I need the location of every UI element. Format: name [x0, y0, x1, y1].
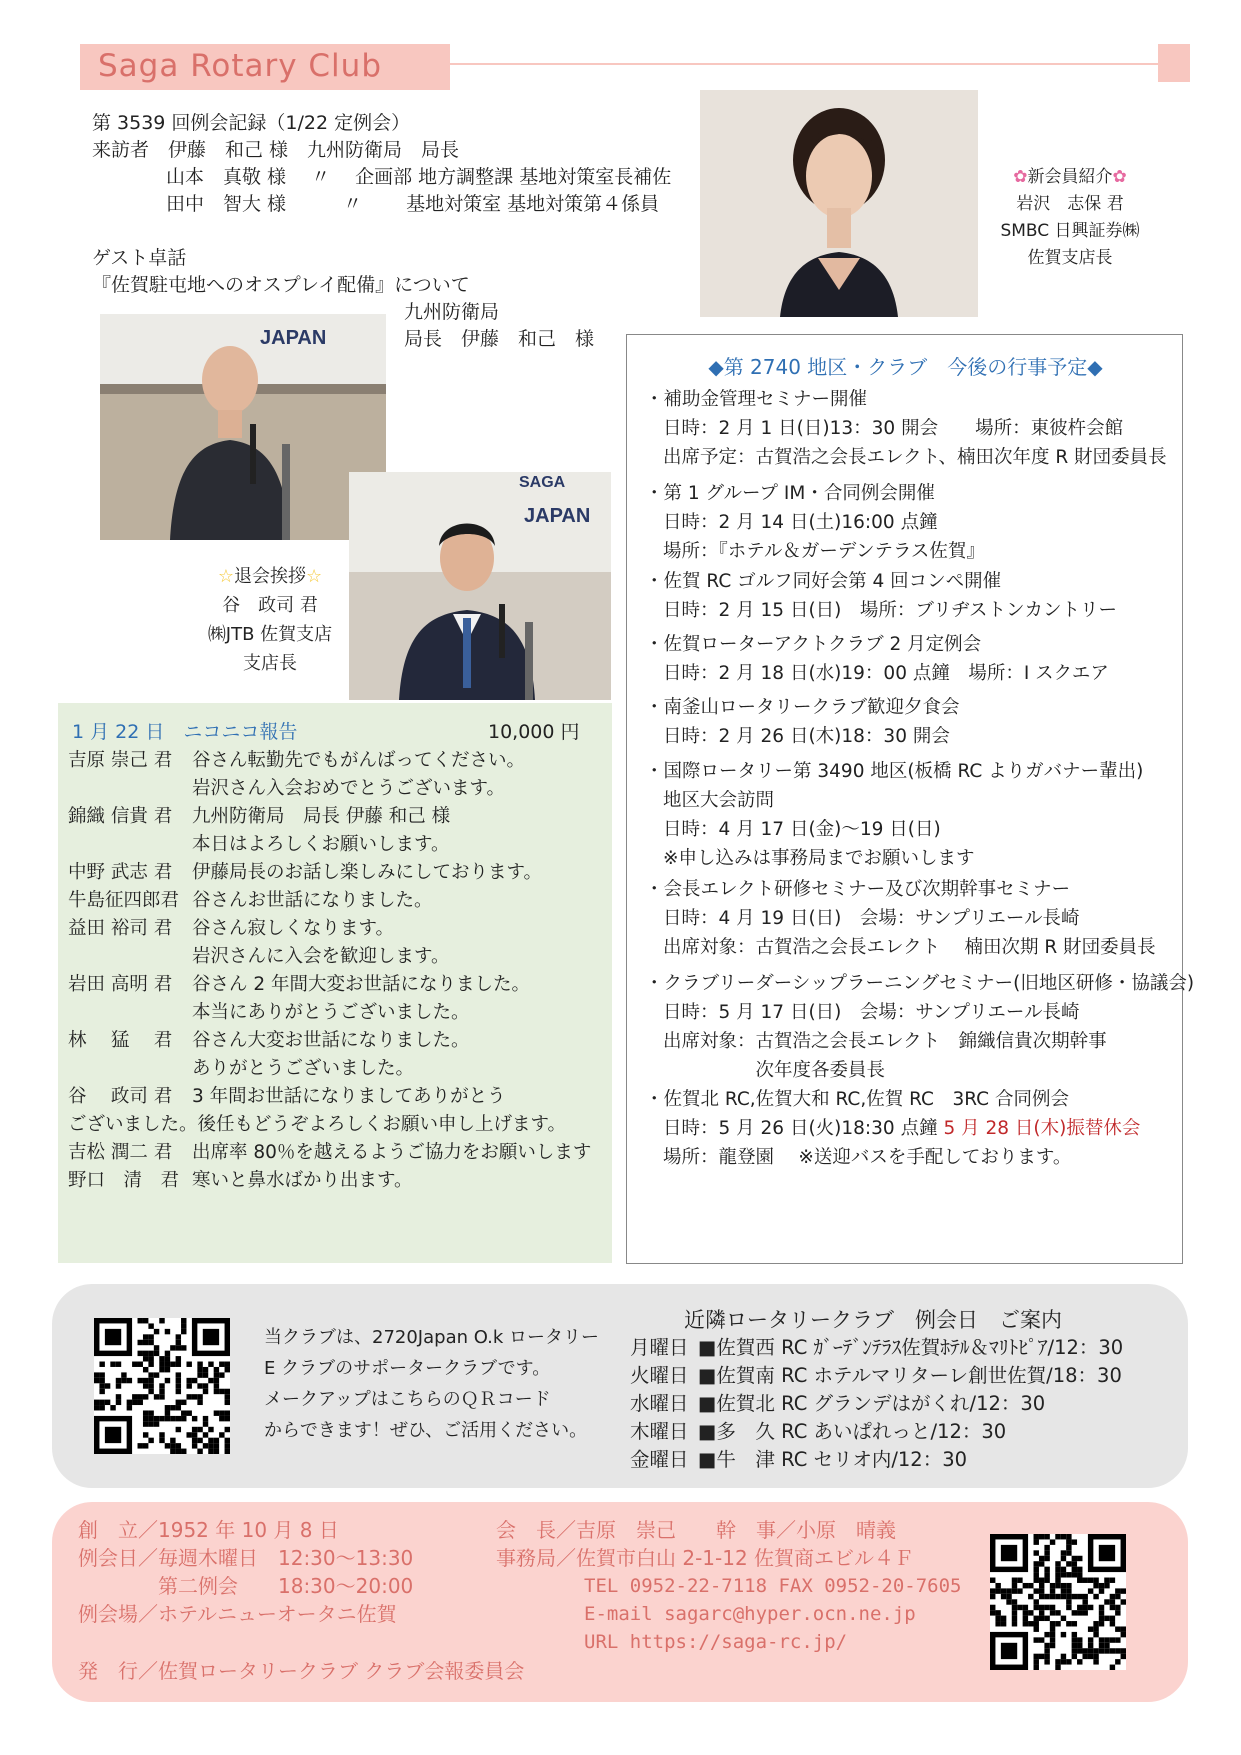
- niko-row: [68, 915, 394, 943]
- niko-member-name: 林 猛 君: [68, 1030, 173, 1051]
- niko-title: 1 月 22 日 ニコニコ報告: [72, 721, 298, 743]
- footer-url[interactable]: URL https://saga-rc.jp/: [584, 1631, 848, 1653]
- eclub-line: メークアップはこちらのＱＲコード: [264, 1389, 551, 1410]
- nearby-day: 金曜日: [630, 1448, 689, 1471]
- event-item: [645, 693, 960, 751]
- eclub-qr-code[interactable]: [94, 1318, 230, 1454]
- niko-member-name: 中野 武志 君: [68, 862, 173, 883]
- event-detail: 日時：2 月 15 日(日) 場所：ブリヂストンカントリー: [663, 600, 1118, 621]
- event-item: [645, 630, 1109, 688]
- event-detail: 次年度各委員長: [663, 1060, 886, 1081]
- niko-member-name: 吉松 潤二 君: [68, 1142, 173, 1163]
- new-member-heading-row: [980, 164, 1160, 191]
- event-item: [645, 567, 1117, 625]
- niko-member-name: 吉原 崇己 君: [68, 750, 173, 771]
- event-title: ・佐賀 RC ゴルフ同好会第 4 回コンペ開催: [645, 571, 1002, 592]
- guest-talk-speaker: 局長 伊藤 和己 様: [404, 328, 595, 350]
- eclub-text: [264, 1322, 599, 1446]
- event-title: ・佐賀ローターアクトクラブ 2 月定例会: [645, 634, 982, 655]
- niko-row: [68, 803, 450, 831]
- footer-email[interactable]: E-mail sagarc@hyper.ocn.ne.jp: [584, 1603, 916, 1625]
- niko-member-name: 岩田 高明 君: [68, 974, 173, 995]
- eclub-line: 当クラブは、2720Japan O.k ロータリー: [264, 1327, 600, 1348]
- header-rule: [450, 63, 1190, 65]
- niko-row: [68, 887, 433, 915]
- event-detail: 場所：龍登園 ※送迎バスを手配しております。: [663, 1147, 1072, 1168]
- event-title: ・佐賀北 RC,佐賀大和 RC,佐賀 RC 3RC 合同例会: [645, 1089, 1069, 1110]
- niko-row: [68, 943, 450, 971]
- nearby-club-row: [630, 1390, 1123, 1418]
- event-title: ・南釜山ロータリークラブ歓迎夕食会: [645, 697, 960, 718]
- footer-tel-fax: TEL 0952-22-7118 FAX 0952-20-7605: [584, 1575, 962, 1597]
- event-detail: 場所：『ホテル＆ガーデンテラス佐賀』: [663, 541, 985, 562]
- footer-info-line: 創 立／1952 年 10 月 8 日: [78, 1518, 339, 1542]
- guest-talk-org: 九州防衛局: [404, 301, 500, 323]
- new-member-photo: [700, 90, 978, 317]
- club-website-qr-code[interactable]: [990, 1534, 1126, 1670]
- footer-publisher: 発 行／佐賀ロータリークラブ クラブ会報委員会: [78, 1659, 525, 1683]
- niko-message: 岩沢さんに入会を歓迎します。: [192, 946, 450, 967]
- event-detail: 日時：2 月 1 日(日)13：30 開会 場所：東彼杵会館: [663, 418, 1124, 439]
- niko-row: [68, 747, 525, 775]
- header-square: [1158, 44, 1190, 82]
- farewell-company: ㈱JTB 佐賀支店: [207, 624, 333, 645]
- niko-row: [68, 1055, 414, 1083]
- new-member-role: 佐賀支店長: [1027, 248, 1113, 268]
- star-icon: ☆: [217, 566, 234, 587]
- niko-message: 谷さん転勤先でもがんばってください。: [192, 750, 526, 771]
- meeting-record: 第 3539 回例会記録（1/22 定例会）: [92, 112, 411, 134]
- niko-message: 本当にありがとうございました。: [192, 1002, 470, 1023]
- farewell-member-photo: [349, 472, 611, 700]
- guest-talk-topic: 『佐賀駐屯地へのオスプレイ配備』について: [92, 274, 470, 296]
- event-detail: 日時：5 月 26 日(火)18:30 点鐘 5 月 28 日(木)振替休会: [663, 1118, 1141, 1139]
- nearby-club-row: [630, 1418, 1123, 1446]
- niko-row: [68, 1139, 591, 1167]
- flower-icon: ✿: [1112, 167, 1127, 187]
- nearby-club-row: [630, 1446, 1123, 1474]
- footer-box: [52, 1502, 1188, 1702]
- visitor-line-3: 田中 智大 様 〃 基地対策室 基地対策第４係員: [166, 193, 660, 215]
- info-box: [52, 1284, 1188, 1488]
- star-icon: ☆: [306, 566, 323, 587]
- event-detail: 出席予定：古賀浩之会長エレクト、楠田次年度 R 財団委員長: [663, 447, 1167, 468]
- niko-report-box: [58, 703, 612, 1263]
- event-title: ・補助金管理セミナー開催: [645, 389, 868, 410]
- niko-member-name: 益田 裕司 君: [68, 918, 173, 939]
- niko-message: 本日はよろしくお願いします。: [192, 834, 450, 855]
- event-detail: 出席対象：古賀浩之会長エレクト 錦織信貴次期幹事: [663, 1031, 1107, 1052]
- event-detail: 日時：4 月 19 日(日) 会場：サンプリエール長崎: [663, 908, 1080, 929]
- event-item: [645, 1085, 1140, 1172]
- niko-message: 九州防衛局 局長 伊藤 和己 様: [192, 806, 451, 827]
- niko-message: 谷さん 2 年間大変お世話になりました。: [192, 974, 531, 995]
- event-note: 5 月 28 日(木)振替休会: [937, 1118, 1141, 1139]
- new-member-heading: 新会員紹介: [1027, 167, 1113, 187]
- niko-message: 谷さん寂しくなります。: [192, 918, 395, 939]
- farewell-role: 支店長: [243, 653, 297, 674]
- visitor-line-1: 来訪者 伊藤 和己 様 九州防衛局 局長: [92, 139, 460, 161]
- farewell-name: 谷 政司 君: [222, 595, 318, 616]
- farewell-heading: 退会挨拶: [234, 566, 306, 587]
- nearby-clubs-list: [630, 1334, 1123, 1474]
- niko-message: 岩沢さん入会おめでとうございます。: [192, 778, 506, 799]
- event-detail: 日時：2 月 14 日(土)16:00 点鐘: [663, 512, 938, 533]
- niko-row: [68, 859, 542, 887]
- niko-message: 谷さんお世話になりました。: [192, 890, 433, 911]
- nearby-club-info: ■牛 津 RC セリオ内/12：30: [698, 1448, 968, 1471]
- nearby-day: 水曜日: [630, 1392, 689, 1415]
- nearby-day: 月曜日: [630, 1336, 689, 1359]
- nearby-club-row: [630, 1334, 1123, 1362]
- nearby-club-info: ■佐賀南 RC ホテルマリターレ創世佐賀/18：30: [698, 1364, 1122, 1387]
- niko-message: 谷さん大変お世話になりました。: [192, 1030, 470, 1051]
- event-item: [645, 385, 1167, 472]
- event-item: [645, 479, 985, 566]
- footer-info-line: 例会日／毎週木曜日 12:30～13:30: [78, 1546, 414, 1570]
- eclub-line: E クラブのサポータークラブです。: [264, 1358, 551, 1379]
- niko-message: ございました。後任もどうぞよろしくお願い申し上げます。: [68, 1114, 567, 1135]
- niko-message: 寒いと鼻水ばかり出ます。: [192, 1170, 413, 1191]
- event-title: ・クラブリーダーシップラーニングセミナー(旧地区研修・協議会): [645, 973, 1195, 994]
- event-detail: 日時：2 月 18 日(水)19：00 点鐘 場所：I スクエア: [663, 663, 1109, 684]
- niko-row: [68, 1167, 413, 1195]
- nearby-day: 木曜日: [630, 1420, 689, 1443]
- niko-row: [68, 971, 530, 999]
- event-detail: ※申し込みは事務局までお願いします: [663, 848, 975, 869]
- event-title: ・国際ロータリー第 3490 地区(板橋 RC よりガバナー輩出): [645, 761, 1144, 782]
- niko-message: 3 年間お世話になりましてありがとう: [192, 1086, 506, 1107]
- events-title: ◆第 2740 地区・クラブ 今後の行事予定◆: [708, 355, 1103, 379]
- nearby-title: 近隣ロータリークラブ 例会日 ご案内: [684, 1308, 1062, 1332]
- event-title: ・会長エレクト研修セミナー及び次期幹事セミナー: [645, 879, 1071, 900]
- event-detail: 地区大会訪問: [663, 790, 775, 811]
- niko-member-name: 谷 政司 君: [68, 1086, 173, 1107]
- niko-row: [68, 1111, 566, 1139]
- event-item: [645, 969, 1194, 1085]
- niko-row: [68, 1083, 506, 1111]
- guest-speaker-photo: [100, 314, 386, 540]
- nearby-day: 火曜日: [630, 1364, 689, 1387]
- event-detail: 日時：2 月 26 日(木)18：30 開会: [663, 726, 950, 747]
- niko-row: [68, 1027, 470, 1055]
- svg-text:JAPAN: JAPAN: [260, 327, 327, 349]
- event-detail: 出席対象：古賀浩之会長エレクト 楠田次期 R 財団委員長: [663, 937, 1156, 958]
- event-item: [645, 875, 1156, 962]
- niko-row: [68, 831, 450, 859]
- niko-member-name: 野口 清 君: [68, 1170, 180, 1191]
- event-detail: 日時：5 月 17 日(日) 会場：サンプリエール長崎: [663, 1002, 1080, 1023]
- nearby-club-info: ■多 久 RC あいぱれっと/12：30: [698, 1420, 1007, 1443]
- eclub-line: からできます！ぜひ、ご活用ください。: [264, 1420, 588, 1441]
- niko-message: 出席率 80％を越えるようご協力をお願いします: [192, 1142, 592, 1163]
- svg-text:JAPAN: JAPAN: [524, 505, 591, 527]
- nearby-club-info: ■佐賀北 RC グランデはがくれ/12：30: [698, 1392, 1046, 1415]
- event-item: [645, 757, 1143, 873]
- events-schedule-box: [626, 334, 1195, 1264]
- nearby-club-row: [630, 1362, 1123, 1390]
- niko-message: 伊藤局長のお話し楽しみにしております。: [192, 862, 543, 883]
- niko-row: [68, 775, 505, 803]
- niko-member-name: 牛島征四郎君: [68, 890, 180, 911]
- niko-member-name: 錦織 信貴 君: [68, 806, 173, 827]
- niko-row: [68, 999, 470, 1027]
- event-detail: 日時：4 月 17 日(金)～19 日(日): [663, 819, 941, 840]
- new-member-company: SMBC 日興証券㈱: [1000, 221, 1140, 241]
- footer-info-line: 例会場／ホテルニューオータニ佐賀: [78, 1602, 397, 1626]
- flower-icon: ✿: [1013, 167, 1028, 187]
- svg-text:SAGA: SAGA: [519, 474, 566, 491]
- visitor-line-2: 山本 真敬 様 〃 企画部 地方調整課 基地対策室長補佐: [166, 166, 672, 188]
- niko-message: ありがとうございました。: [192, 1058, 415, 1079]
- niko-amount: 10,000 円: [488, 721, 580, 743]
- footer-office: 事務局／佐賀市白山 2-1-12 佐賀商エビル４Ｆ: [496, 1546, 915, 1570]
- new-member-name: 岩沢 志保 君: [1016, 194, 1124, 214]
- nearby-club-info: ■佐賀西 RC ｶﾞｰﾃﾞﾝﾃﾗｽ佐賀ﾎﾃﾙ＆ﾏﾘﾄﾋﾟｱ/12：30: [698, 1336, 1124, 1359]
- farewell-heading-row: [200, 562, 340, 591]
- footer-officers: 会 長／吉原 崇己 幹 事／小原 晴義: [496, 1518, 896, 1542]
- club-title: Saga Rotary Club: [98, 48, 382, 84]
- footer-info-line: 第二例会 18:30～20:00: [78, 1574, 414, 1598]
- guest-talk-label: ゲスト卓話: [92, 247, 187, 269]
- event-title: ・第 1 グループ IM・合同例会開催: [645, 483, 935, 504]
